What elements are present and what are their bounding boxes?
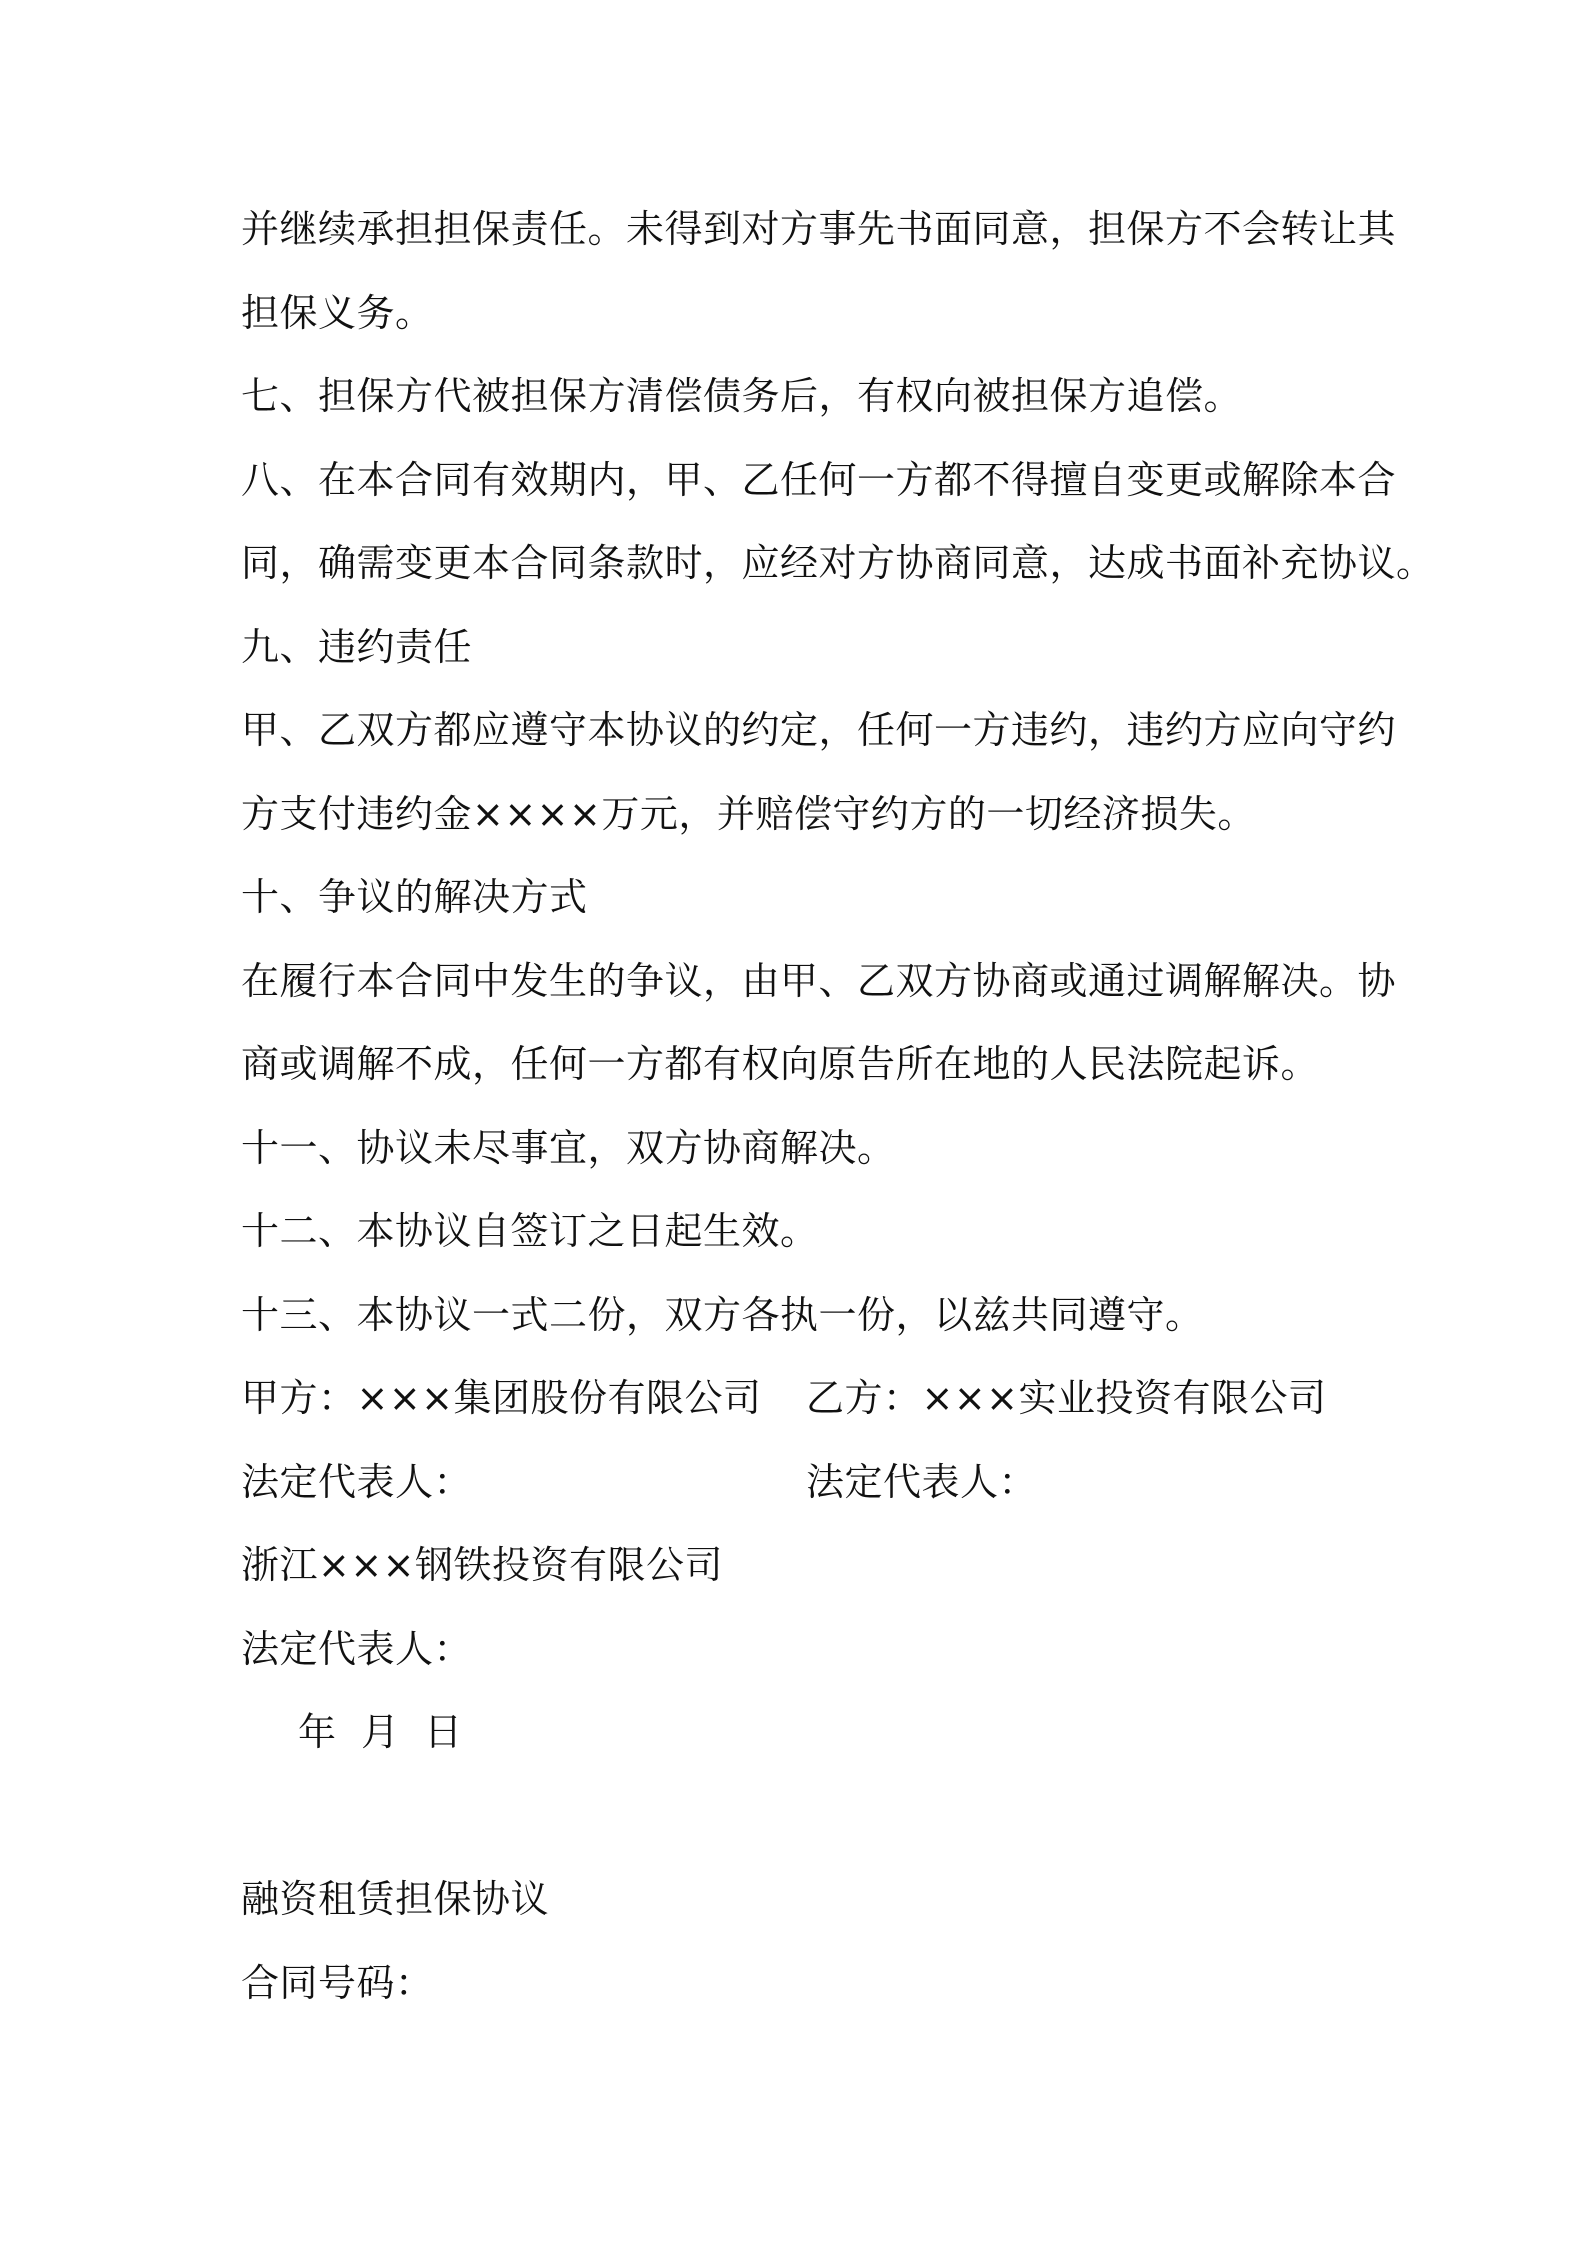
clause-9-heading: 九、违约责任: [241, 625, 473, 669]
clause-9-line-1: 甲、乙双方都应遵守本协议的约定，任何一方违约，违约方应向守约: [241, 708, 1397, 752]
party-b-representative: 法定代表人：: [806, 1460, 1038, 1504]
clause-11: 十一、协议未尽事宜，双方协商解决。: [241, 1126, 896, 1170]
clause-9-line-2: 方支付违约金××××万元，并赔偿守约方的一切经济损失。: [241, 792, 1256, 836]
clause-13: 十三、本协议一式二份，双方各执一份，以兹共同遵守。: [241, 1293, 1204, 1337]
clause-7: 七、担保方代被担保方清偿债务后，有权向被担保方追偿。: [241, 374, 1243, 418]
contract-number-label: 合同号码：: [241, 1961, 434, 2005]
party-c-representative: 法定代表人：: [241, 1627, 473, 1671]
clause-10-heading: 十、争议的解决方式: [241, 875, 588, 919]
party-b-name: 乙方：×××实业投资有限公司: [806, 1376, 1327, 1420]
clause-8-line-2: 同，确需变更本合同条款时，应经对方协商同意，达成书面补充协议。: [241, 541, 1435, 585]
clause-10-line-2: 商或调解不成，任何一方都有权向原告所在地的人民法院起诉。: [241, 1042, 1320, 1086]
text-line-1: 并继续承担担保责任。未得到对方事先书面同意，担保方不会转让其: [241, 207, 1397, 251]
clause-10-line-1: 在履行本合同中发生的争议，由甲、乙双方协商或通过调解解决。协: [241, 959, 1397, 1003]
party-a-name: 甲方：×××集团股份有限公司: [241, 1376, 762, 1420]
party-c-name: 浙江×××钢铁投资有限公司: [241, 1543, 724, 1587]
signing-date: 年 月 日: [298, 1710, 463, 1754]
clause-12: 十二、本协议自签订之日起生效。: [241, 1209, 819, 1253]
party-a-representative: 法定代表人：: [241, 1460, 473, 1504]
text-line-2: 担保义务。: [241, 291, 434, 335]
next-document-title: 融资租赁担保协议: [241, 1877, 550, 1921]
clause-8-line-1: 八、在本合同有效期内，甲、乙任何一方都不得擅自变更或解除本合: [241, 458, 1397, 502]
